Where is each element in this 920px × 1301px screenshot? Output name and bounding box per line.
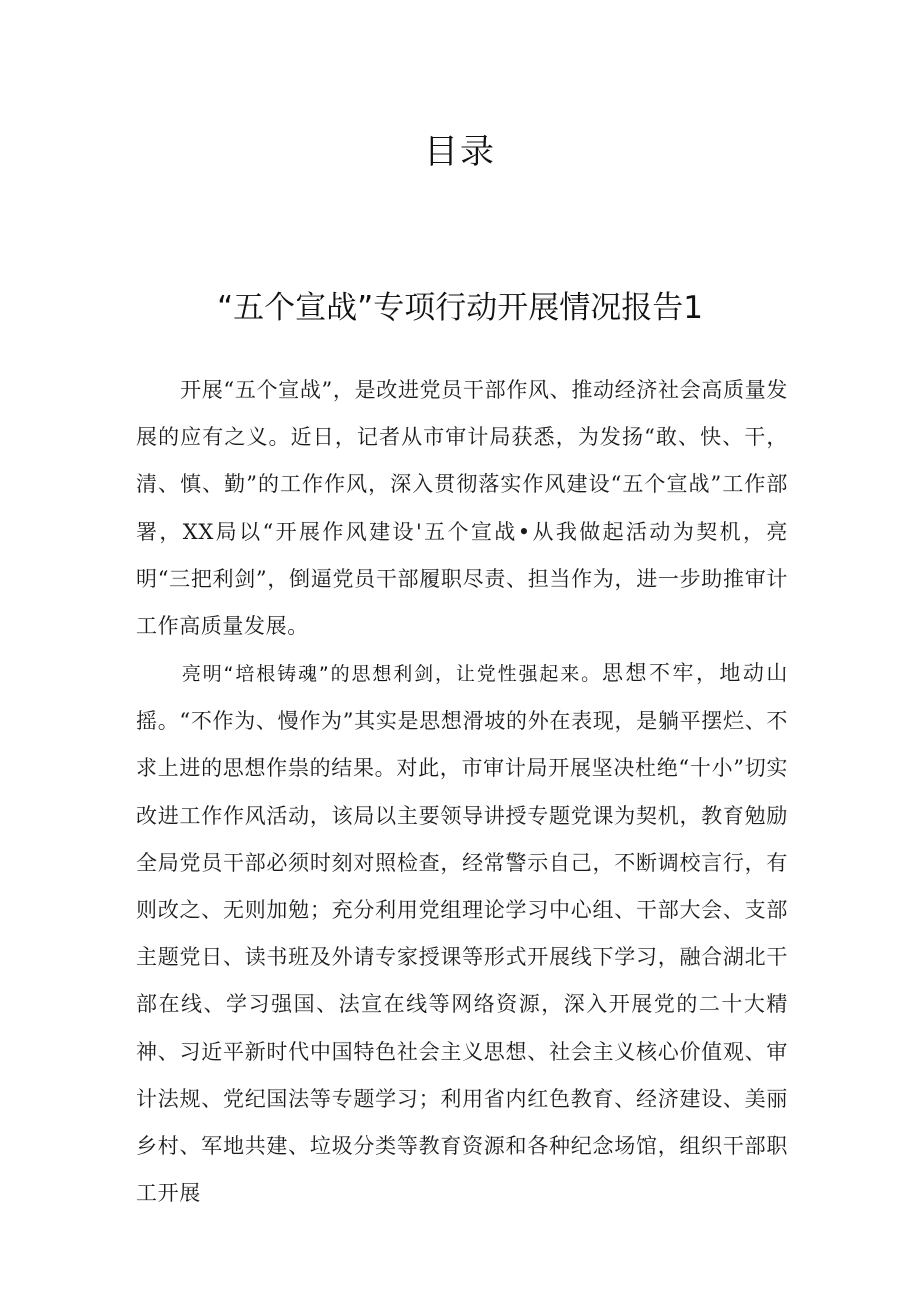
paragraph-1-text: 开展“五个宣战”，是改进党员干部作风、推动经济社会高质量发展的应有之义。近日，记者从市审计局获悉，为发扬“敢、快、干，清、慎、勤”的工作作风，深入贯彻落实作风建设“五个宣战”工作部署，XX局以“开展作风建设'五个宣战•从我做起活动为契机，亮明“三把利剑”，倒逼党员干部履职尽责、担当作为，进一步助推审计工作高质量发展。 [136,378,788,639]
paragraph-2 [136,650,788,1217]
paragraph-2-lead: 亮明“培根铸魂”的思想利剑，让党性强起来。 [180,663,603,685]
report-title: “五个宣战”专项行动开展情况报告1 [217,290,703,326]
paragraph-1 [136,367,788,650]
toc-heading: 目录 [424,132,496,172]
paragraph-2-text: 思想不牢，地动山摇。“不作为、慢作为”其实是思想滑坡的外在表现，是躺平摆烂、不求上进的思想作祟的结果。对此，市审计局开展坚决杜绝“十小”切实改进工作作风活动，该局以主要领导讲授专题党课为契机，教育勉励全局党员干部必须时刻对照检查，经常警示自己，不断调校言行，有则改之、无则加勉；充分利用党组理论学习中心组、干部大会、支部主题党日、读书班及外请专家授课等形式开展线下学习，融合湖北干部在线、学习强国、法宣在线等网络资源，深入开展党的二十大精神、习近平新时代中国特色社会主义思想、社会主义核心价值观、审计法规、党纪国法等专题学习；利用省内红色教育、经济建设、美丽乡村、军地共建、垃圾分类等教育资源和各种纪念场馆，组织干部职工开展 [136,661,788,1206]
